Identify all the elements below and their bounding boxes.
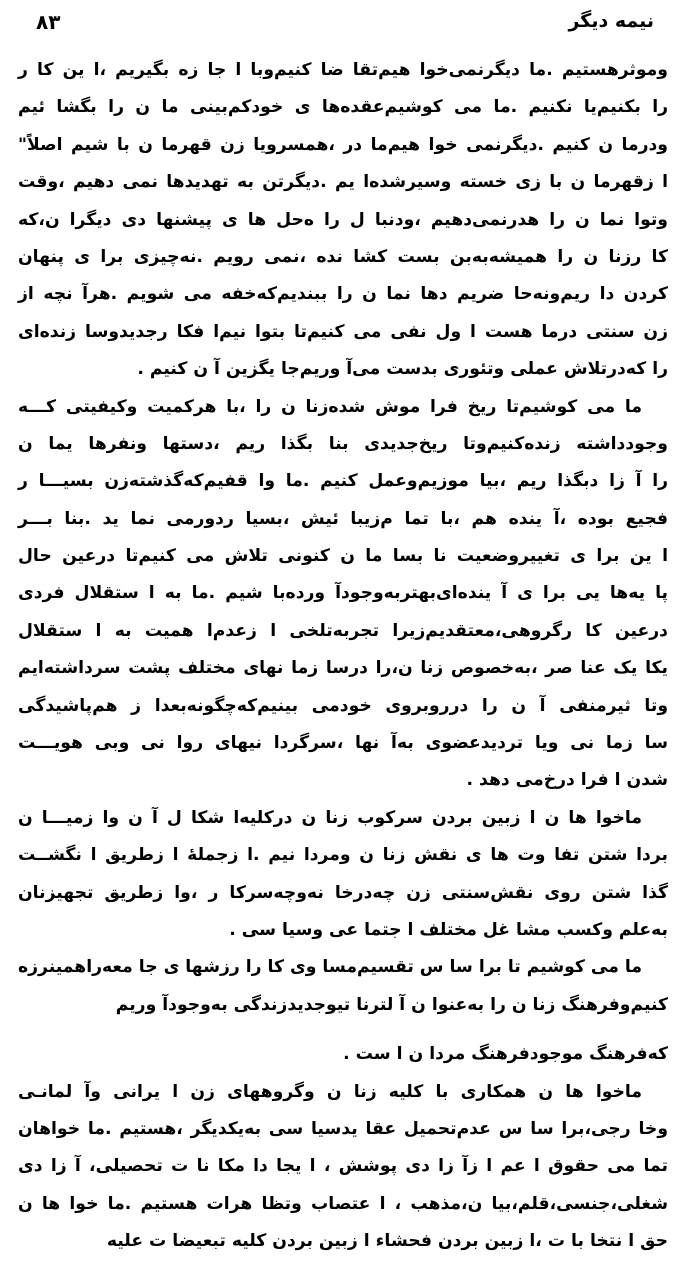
text-line: وتوا نما ن را هدرنمی‌دهیم ،ودنبا ل را ه‌حل ها ی پیشنها دی دیگرا ن،که xyxy=(18,209,668,230)
text-line: وخا رجی،برا سا س عدم‌تحمیل عقا یدسیا سی به‌یکدیگر ،هستیم .ما خواهان xyxy=(18,1118,668,1139)
text-line: که‌فرهنگ موجودفرهنگ مردا ن ا ست . xyxy=(343,1044,668,1065)
text-line: پا یه‌ها یی برا ی آ ینده‌ای‌بهتربه‌وجودآ ورده‌با شیم .ما به ا ستقلال فردی xyxy=(18,583,668,604)
text-line: وجودداشته زنده‌کنیم‌وتا ریخ‌جدیدی بنا بگذا ریم ،دستها ونفرها یما ن xyxy=(18,433,668,454)
page-header xyxy=(22,8,662,38)
text-line: بردا شتن تفا وت ها ی نقش زنا ن ومردا نیم .ا زجملهٔ ا زطریق ا نگشــت xyxy=(18,845,668,866)
text-line: سا زما نی ویا تردیدعضوی به‌آ نها ،سرگردا نیهای روا نی وبی هویـــت xyxy=(18,733,668,754)
text-line: یکا یک عنا صر ،به‌خصوص زنا ن،را درسا زما نهای مختلف پشت سرداشته‌ایم xyxy=(18,658,668,679)
text-line: شدن ا فرا درخ‌می دهد . xyxy=(466,770,668,791)
page-number: ۸۳ xyxy=(36,10,61,34)
paragraph xyxy=(18,389,668,800)
text-line: به‌علم وکسب مشا غل مختلف ا جتما عی وسیا سی . xyxy=(229,919,668,940)
text-line: ما می کوشیم تا برا سا س تقسیم‌مسا وی کا را رزشها ی جا معه‌راهمینرزه xyxy=(18,957,642,978)
text-line: وتا ثیرمنفی آ ن را درروبروی خودمی بینیم‌که‌چگونه‌بعدا ز هم‌پاشیدگی xyxy=(18,695,668,716)
text-line: زن سنتی درما هست ا ول نفی می کنیم‌تا بتوا نیم‌ا فکا رجدیدوسا زنده‌ای xyxy=(18,321,668,342)
text-line: درعین کا رگروهی،معتقدیم‌زیرا تجربه‌تلخی ا زعدم‌ا همیت به ا ستقلال xyxy=(18,620,668,641)
running-title: نیمه دیگر xyxy=(568,10,654,32)
text-line: را که‌درتلاش عملی وتئوری بدست می‌آ وریم‌جا یگزین آ ن کنیم . xyxy=(137,359,668,380)
text-line: وموثرهستیم .ما دیگرنمی‌خوا هیم‌تقا ضا کنیم‌وبا ا جا زه‌ بگیریم ،ا ین کا ر xyxy=(18,60,668,80)
text-line: کا رزنا ن را همیشه‌به‌بن بست کشا نده ،نمی رویم .نه‌چیزی برا ی پنهان xyxy=(18,246,668,267)
paragraph xyxy=(18,1036,668,1073)
text-line: را آ زا دبگذا ریم ،بیا موزیم‌وعمل کنیم .ما وا قفیم‌که‌گذشته‌زن بسیـــا ر xyxy=(18,471,668,492)
paragraph xyxy=(18,1074,668,1261)
text-line: ماخوا ها ن ا زبین بردن سرکوب زنا ن درکلیه‌ا شکا ل آ ن وا زمیـــا ن xyxy=(18,807,642,828)
text-line: کردن دا ریم‌ونه‌حا ضریم دها نما ن را ببندیم‌که‌خفه می شویم .هرآ نچه از xyxy=(18,284,668,305)
text-line: شغلی،جنسی،قلم،بیا ن،مذهب ، ا عتصاب وتظا هرات هستیم .ما خوا ها ن xyxy=(18,1193,668,1214)
text-line: ما می کوشیم‌تا ریخ فرا موش شده‌زنا ن را ،با هرکمیت وکیفیتی کـــه xyxy=(18,396,642,417)
text-line: ا ین برا ی تغییروضعیت نا بسا ما ن کنونی تلاش می کنیم‌تا درعین حال xyxy=(18,546,668,567)
text-line: ماخوا ها ن همکاری با کلیه زنا ن وگروههای زن ا یرانی وآ لمانـی xyxy=(18,1081,642,1102)
paragraph xyxy=(18,949,668,1024)
text-line: گذا شتن روی نقش‌سنتی زن چه‌درخا نه‌وچه‌سرکا ر ،وا زطریق تجهیزنان xyxy=(18,882,668,903)
text-line: را بکنیم‌یا نکنیم .ما می کوشیم‌عقده‌ها ی خودکم‌بینی ما ن را بگشا ئیم xyxy=(18,97,668,118)
text-line: ودرما ن کنیم .دیگرنمی خوا هیم‌ما در ،همسرویا زن قهرما ن با شیم اصلاً" xyxy=(18,134,668,155)
body-text xyxy=(18,52,668,1261)
text-line: کنیم‌وفرهنگ زنا ن را به‌عنوا ن آ لترنا تیوجدیدزندگی به‌وجودآ وریم xyxy=(115,994,668,1015)
paragraph xyxy=(18,800,668,950)
text-line: ا زقهرما ن با زی خسته وسیرشده‌ا یم .دیگرتن به تهدیدها نمی دهیم ،وقت xyxy=(18,172,668,193)
text-line: حق ا نتخا با ت ،ا زبین بردن فحشاء ا زبین بردن کلیه تبعیضا ت علیه xyxy=(106,1231,668,1252)
text-line: فجیع بوده ،آ ینده هم ،با تما م‌زیبا ئیش ،بسیا ردورمی نما ید .بنا بـــر xyxy=(18,508,668,529)
text-line: تما می حقوق ا عم ا زآ زا دی پوشش ، ا یجا دا مکا نا ت تحصیلی، آ زا دی xyxy=(18,1156,668,1177)
paragraph xyxy=(18,52,668,389)
